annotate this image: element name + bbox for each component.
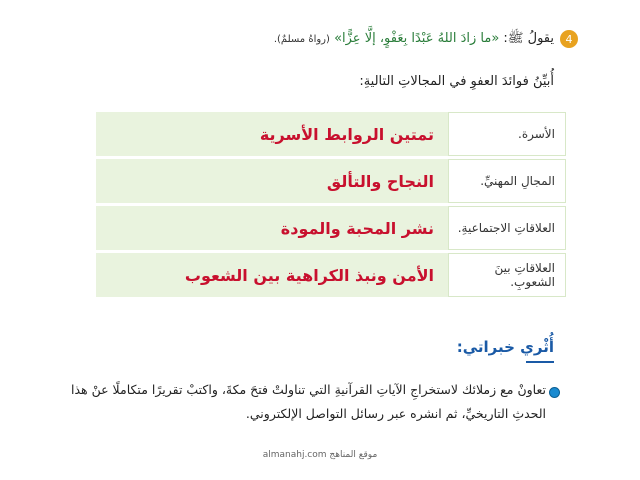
row-label: الأسرة. bbox=[448, 112, 566, 156]
question-line bbox=[274, 30, 554, 49]
row-answer: الأمن ونبذ الكراهية بين الشعوب bbox=[96, 253, 448, 297]
row-label: العلاقاتِ بينَ الشعوبِ. bbox=[448, 253, 566, 297]
question-number-badge: 4 bbox=[560, 30, 578, 48]
table-row bbox=[96, 253, 566, 297]
row-answer: نشر المحبة والمودة bbox=[96, 206, 448, 250]
hadith-source: (رواهُ مسلمٌ). bbox=[273, 34, 330, 45]
table-row bbox=[96, 112, 566, 156]
row-label: العلاقاتِ الاجتماعيةِ. bbox=[448, 206, 566, 250]
section-underline bbox=[526, 361, 554, 363]
benefits-table bbox=[96, 112, 566, 300]
row-label: المجالِ المهنيِّ. bbox=[448, 159, 566, 203]
table-row bbox=[96, 206, 566, 250]
row-answer: تمتين الروابط الأسرية bbox=[96, 112, 448, 156]
footer-watermark: موقع المناهج almanahj.com bbox=[262, 450, 378, 460]
enrich-section-title: أُثْري خبراتي: bbox=[456, 338, 554, 356]
enrich-paragraph: تعاونْ مع زملائك لاستخراجِ الآياتِ القرآنيةِ التي تناولتْ فتحَ مكةَ، واكتبْ تقريرًا متكاملًا عنْ هذا الحدثِ التاريخيِّ، ثم انشره عبر رسائل التواصل الإلكتروني. bbox=[71, 382, 546, 421]
table-row bbox=[96, 159, 566, 203]
row-answer: النجاح والتألق bbox=[96, 159, 448, 203]
question-prefix: يقولُ ﷺ: bbox=[503, 31, 554, 46]
bullet-icon bbox=[549, 387, 560, 398]
hadith-quote: «ما زادَ اللهُ عَبْدًا بِعَفْوٍ، إلَّا عِزًّا» bbox=[334, 31, 500, 46]
question-instruction: أُبيِّنُ فوائدَ العفوِ في المجالاتِ التاليةِ: bbox=[359, 74, 554, 89]
